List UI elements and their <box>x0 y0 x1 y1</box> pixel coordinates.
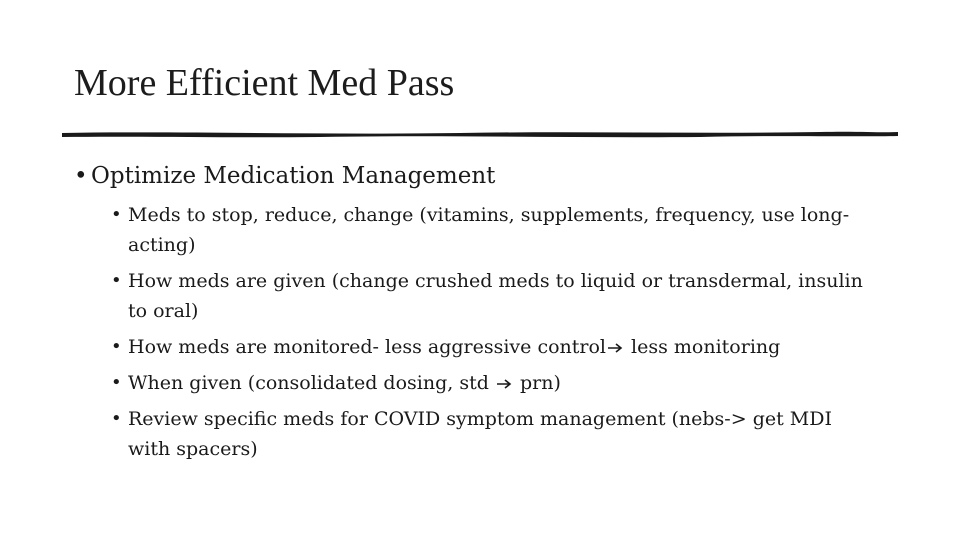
right-arrow-icon <box>496 378 512 390</box>
bullet-marker: • <box>111 336 122 357</box>
title-underline <box>60 126 900 142</box>
sub-bullet-text-end: prn) <box>513 372 561 394</box>
sub-bullet <box>111 368 863 398</box>
sub-bullet <box>111 200 863 260</box>
sub-bullet-text: Meds to stop, reduce, change (vitamins, supplements, frequency, use long-acting) <box>128 204 850 256</box>
bullet-marker: • <box>111 270 122 291</box>
sub-bullet <box>111 266 863 326</box>
sub-bullet-text: How meds are given (change crushed meds to liquid or transdermal, insulin to oral) <box>128 270 863 322</box>
sub-bullet <box>111 404 863 464</box>
sub-bullet-text-start: How meds are monitored- less aggressive control <box>128 336 606 358</box>
sub-bullet-text-start: When given (consolidated dosing, std <box>128 372 495 394</box>
right-arrow-icon <box>607 342 623 354</box>
bullet-marker: • <box>111 408 122 429</box>
sub-bullet-text: Review specific meds for COVID symptom management (nebs-> get MDI with spacers) <box>128 408 832 460</box>
slide-body <box>74 160 904 470</box>
sub-bullet-list <box>111 200 904 464</box>
bullet-marker: • <box>111 204 122 225</box>
sub-bullet <box>111 332 863 362</box>
bullet-marker: • <box>74 163 88 189</box>
slide-title: More Efficient Med Pass <box>74 62 455 104</box>
main-bullet-text: Optimize Medication Management <box>91 163 496 189</box>
sub-bullet-text-end: less monitoring <box>625 336 781 358</box>
bullet-marker: • <box>111 372 122 393</box>
main-bullet <box>74 160 904 192</box>
